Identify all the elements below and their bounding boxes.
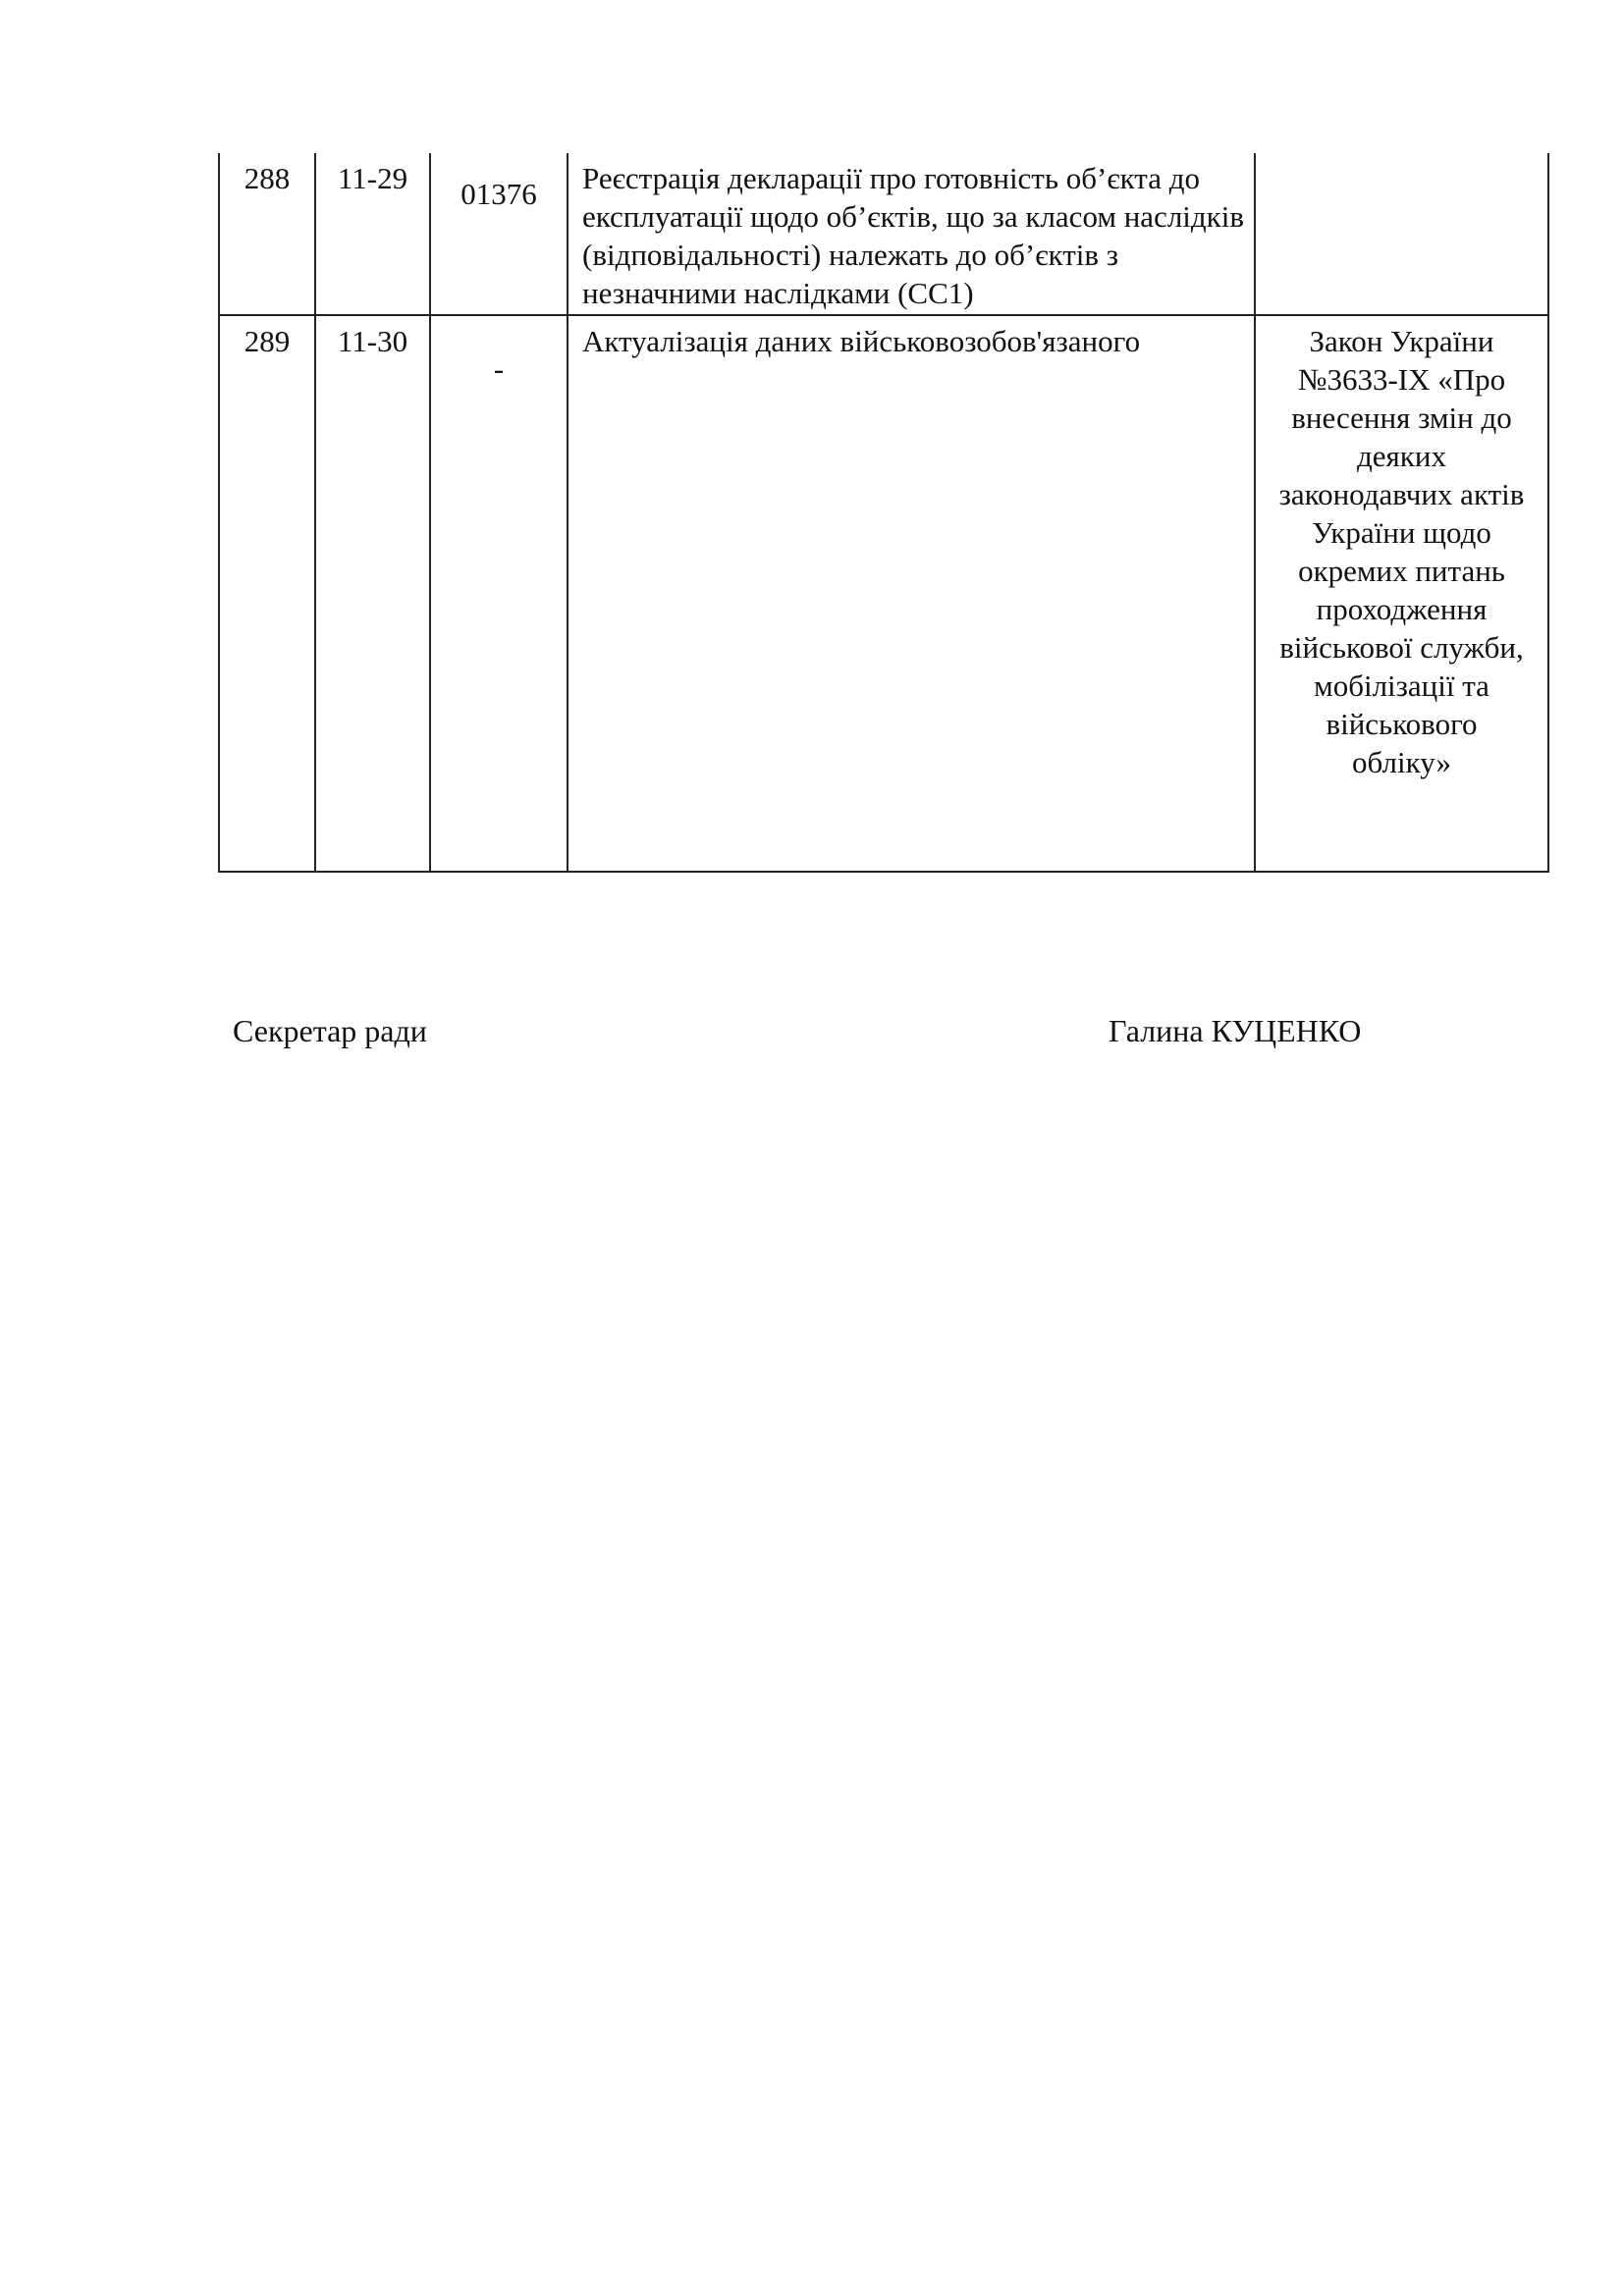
row-number-cell xyxy=(219,153,315,315)
service-id: - xyxy=(493,351,505,386)
service-name: Реєстрація декларації про готовність об’єкта до експлуатації щодо об’єктів, що за класом наслідків (відповідальності) належать до об’єктів з незначними наслідками (СС1) xyxy=(582,161,1244,310)
service-name-cell xyxy=(568,153,1255,315)
signatory-name: Галина КУЦЕНКО xyxy=(1109,1013,1362,1048)
row-number: 289 xyxy=(244,324,291,358)
legal-basis-cell xyxy=(1255,153,1548,315)
service-name: Актуалізація даних військовозобов'язаного xyxy=(582,324,1141,358)
signatory-position: Секретар ради xyxy=(233,1013,427,1048)
legal-basis xyxy=(1256,153,1547,179)
row-code: 11-30 xyxy=(337,324,408,358)
row-code: 11-29 xyxy=(337,161,408,195)
service-id-cell xyxy=(430,315,568,872)
table-row xyxy=(219,153,1548,315)
service-name-cell xyxy=(568,315,1255,872)
row-number: 288 xyxy=(244,161,291,195)
row-code-cell xyxy=(315,153,430,315)
row-number-cell xyxy=(219,315,315,872)
row-code-cell xyxy=(315,315,430,872)
legal-basis: Закон України №3633-IX «Про внесення змін до деяких законодавчих актів України щодо окремих питань проходження військової служби, мобілізації та військового обліку» xyxy=(1278,324,1525,779)
table-row xyxy=(219,315,1548,872)
services-table xyxy=(218,153,1549,873)
legal-basis-cell xyxy=(1255,315,1548,872)
service-id-cell xyxy=(430,153,568,315)
service-id: 01376 xyxy=(460,177,537,211)
